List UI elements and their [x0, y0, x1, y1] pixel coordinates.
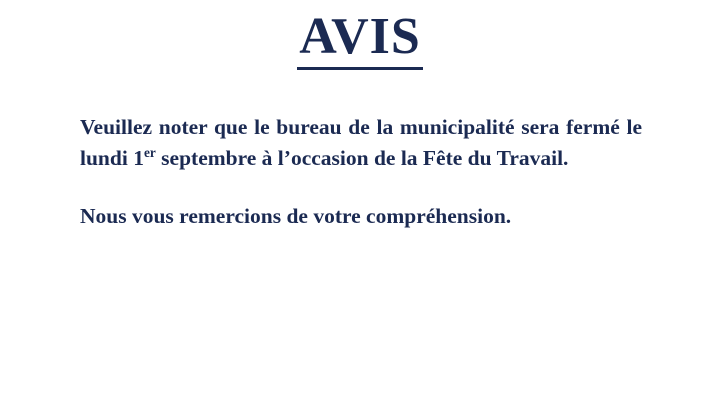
notice-paragraph-second: Nous vous remercions de votre compréhension. — [80, 204, 512, 229]
page-title — [0, 8, 720, 70]
notice-paragraph-first — [80, 112, 642, 173]
page-title-text: AVIS — [297, 8, 423, 70]
ordinal-suffix: er — [143, 144, 156, 160]
notice-paragraph-first-part1: Veuillez noter que le bureau de la municipalité sera fermé le lundi 1 — [80, 115, 642, 170]
notice-body — [80, 112, 642, 232]
notice-paragraph-first-part2: septembre à l’occasion de la Fête du Travail. — [155, 145, 569, 170]
